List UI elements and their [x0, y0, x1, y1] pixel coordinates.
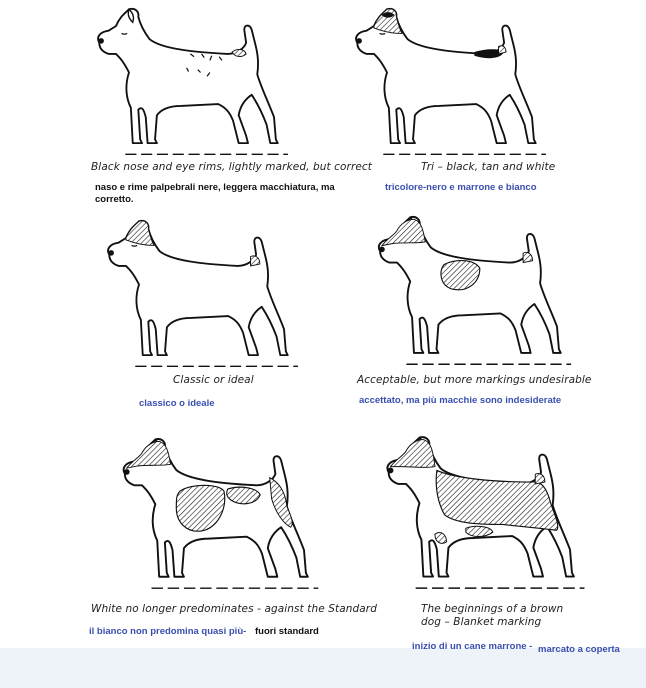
caption-it-panel-6: inizio di un cane marrone -: [412, 641, 533, 652]
caption-it-extra-panel-6: marcato a coperta: [538, 644, 620, 655]
caption-it-panel-5: il bianco non predomina quasi più-: [89, 626, 247, 637]
dog-illustration-white-not-predominant: [108, 430, 338, 592]
caption-en-panel-3: Classic or ideal: [173, 374, 254, 386]
caption-en-panel-6-line-1: The beginnings of a brown: [421, 603, 564, 615]
caption-it-panel-3: classico o ideale: [139, 398, 215, 409]
dog-illustration-tricolor: [338, 0, 568, 158]
dog-illustration-classic: [90, 212, 320, 370]
caption-it-panel-4: accettato, ma più macchie sono indesiderate: [359, 395, 562, 406]
caption-en-panel-1: Black nose and eye rims, lightly marked, but correct: [91, 161, 373, 173]
dog-illustration-lightly-marked: [80, 0, 310, 158]
caption-it-extra-panel-5: fuori standard: [255, 626, 319, 637]
caption-en-panel-6-line-2: dog – Blanket marking: [421, 616, 542, 628]
caption-en-panel-4: Acceptable, but more markings undesirable: [357, 374, 592, 386]
caption-en-panel-5: White no longer predominates - against the Standard: [91, 603, 377, 615]
caption-en-panel-2: Tri – black, tan and white: [421, 161, 556, 173]
dog-illustration-blanket-marking: [373, 428, 603, 592]
dog-illustration-more-markings: [362, 208, 592, 368]
caption-it-panel-2: tricolore-nero e marrone e bianco: [385, 182, 537, 193]
caption-it-panel-1: naso e rime palpebrali nere, leggera macchiatura, ma corretto.: [95, 182, 335, 205]
